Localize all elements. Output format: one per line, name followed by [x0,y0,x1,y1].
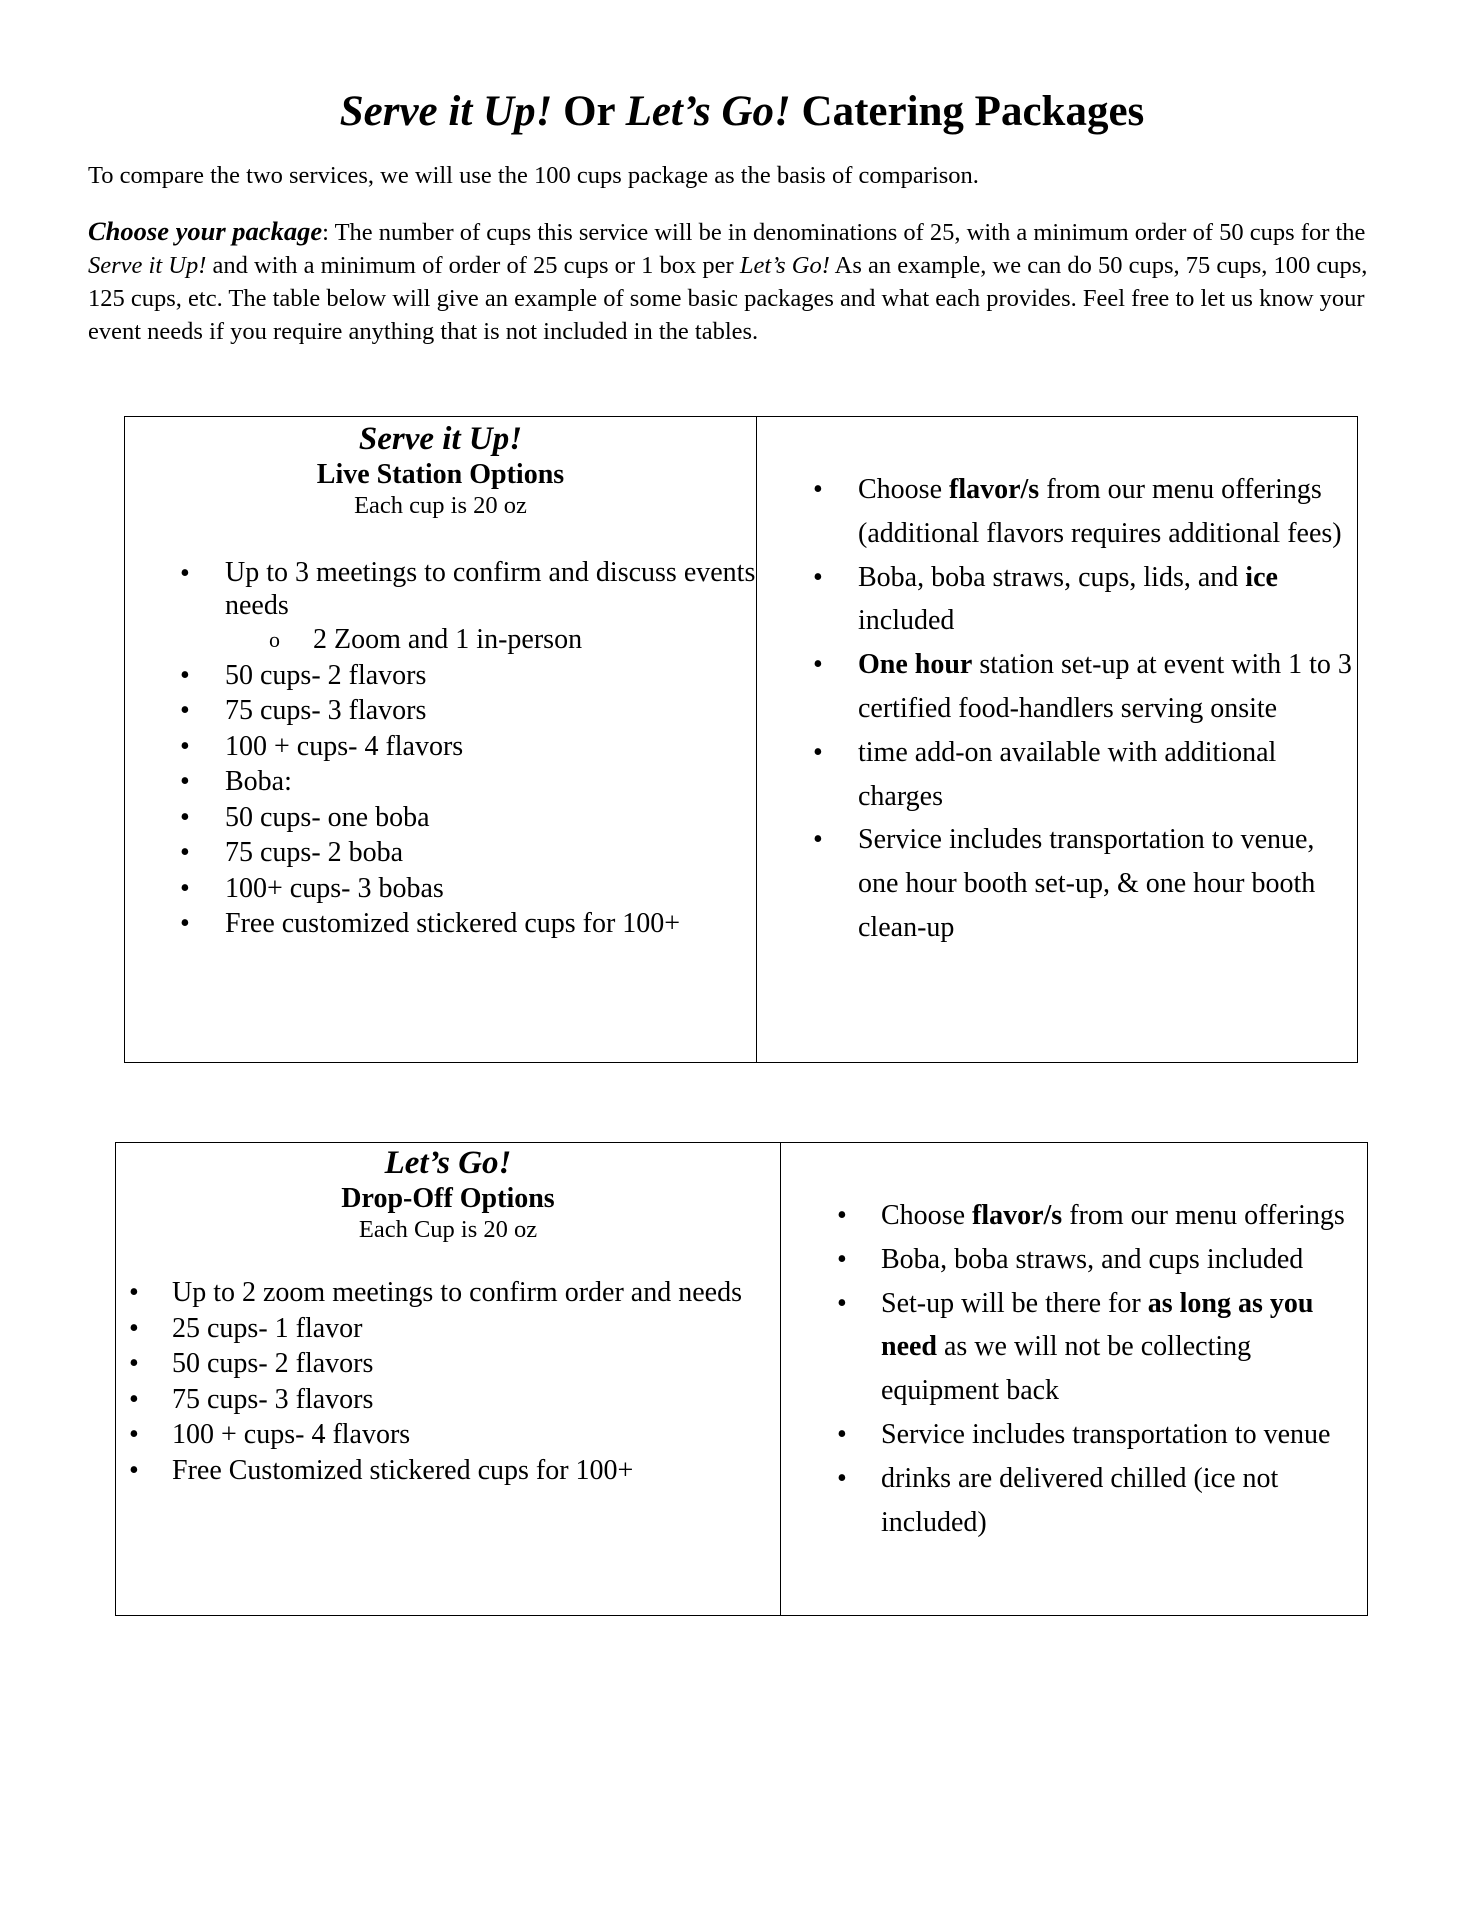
bullet-icon: • [837,1243,847,1275]
choose-text-a: The number of cups this service will be in denominations of 25, with a minimum order of 50 cups for the [334,219,1366,246]
choose-text-b: and with a minimum of order of 25 cups or 1 box per [206,252,740,279]
list-item: • 75 cups- 2 boba [125,835,756,871]
bullet-icon: • [129,1312,139,1344]
list-item: • 25 cups- 1 flavor [116,1311,780,1347]
serve-it-up-features-cell [757,417,1356,1062]
choose-package-lead: Choose your package [88,216,323,246]
bullet-icon: • [813,736,823,768]
choose-text-c: As an example, we can do 50 cups, 75 cups, 100 cups, 125 cups, etc. The table below will give an example of some basic packages and what each provides. Feel free to let us know your event needs if you require anything that is not included in the tables. [88,252,1368,345]
hollow-bullet-icon: o [269,627,280,652]
title-catering-packages: Catering Packages [790,88,1145,135]
bullet-icon: • [837,1462,847,1494]
bullet-icon: • [129,1454,139,1486]
list-item: • Set-up will be there for as long as you need as we will not be collecting equipment back [781,1282,1366,1413]
title-lets-go: Let’s Go! [625,88,791,135]
title-or: Or [552,88,626,135]
bullet-icon: • [180,908,190,939]
lets-go-features-cell [781,1143,1366,1615]
bullet-icon: • [837,1418,847,1450]
bullet-icon: • [180,659,190,691]
list-item: • Service includes transportation to venue, one hour booth set-up, & one hour booth clean-up [757,818,1356,949]
list-item: • 50 cups- one boba [125,800,756,836]
bullet-icon: • [129,1419,139,1451]
bullet-icon: • [837,1287,847,1319]
choose-service-serve-it-up: Serve it Up! [88,252,207,279]
bullet-icon: • [129,1383,139,1415]
bullet-icon: • [813,561,823,593]
lets-go-table [115,1142,1368,1616]
cup-size: Each Cup is 20 oz [358,1216,538,1243]
list-item: • Choose flavor/s from our menu offerings [781,1194,1366,1238]
list-item: • Boba, boba straws, cups, lids, and ice included [757,556,1356,644]
bullet-icon: • [180,695,190,726]
colon: : [322,219,335,246]
list-item: • Boba, boba straws, and cups included [781,1238,1366,1282]
bullet-icon: • [129,1348,139,1380]
bullet-icon: • [813,649,823,681]
list-item: • 75 cups- 3 flavors [116,1382,780,1418]
bullet-icon: • [813,824,823,856]
list-item: • Up to 2 zoom meetings to confirm order and needs [116,1275,780,1311]
bullet-icon: • [837,1200,847,1231]
bullet-icon: • [180,558,190,589]
bullet-icon: • [180,730,190,762]
bullet-icon: • [180,872,190,904]
list-item: • 100 + cups- 4 flavors [116,1417,780,1453]
lets-go-options-cell [116,1143,781,1615]
serve-it-up-options-list [125,556,756,942]
service-subtitle: Drop-Off Options [341,1183,555,1214]
list-item: • drinks are delivered chilled (ice not included) [781,1457,1366,1545]
list-item: • Boba: [125,764,756,800]
lets-go-options-list [116,1275,780,1489]
page-title [0,84,1484,140]
bullet-icon: • [129,1277,139,1308]
serve-it-up-options-cell [125,417,757,1062]
title-serve-it-up: Serve it Up! [339,88,553,135]
service-name: Serve it Up! [358,421,523,457]
list-item: • 100+ cups- 3 bobas [125,871,756,907]
list-item: • Service includes transportation to venue [781,1413,1366,1457]
service-subtitle: Live Station Options [316,459,565,490]
list-item: • 50 cups- 2 flavors [116,1346,780,1382]
choose-package-paragraph [88,215,1408,348]
list-item: • Choose flavor/s from our menu offerings (additional flavors requires additional fees) [757,468,1356,556]
serve-it-up-table [124,416,1358,1063]
choose-service-lets-go: Let’s Go! [739,252,830,279]
intro-paragraph: To compare the two services, we will use the 100 cups package as the basis of comparison. [88,162,979,189]
serve-it-up-features-list [757,468,1356,950]
list-item-sub: o 2 Zoom and 1 in-person [125,622,756,658]
bullet-icon: • [813,474,823,505]
lets-go-features-list [781,1194,1366,1544]
list-item: • Free Customized stickered cups for 100+ [116,1453,780,1489]
service-name: Let’s Go! [384,1145,512,1181]
bullet-icon: • [180,837,190,868]
list-item: • time add-on available with additional charges [757,731,1356,819]
list-item: • 50 cups- 2 flavors [125,658,756,694]
list-item: • One hour station set-up at event with 1 to 3 certified food-handlers serving onsite [757,643,1356,731]
lets-go-header [116,1143,780,1244]
list-item: • 75 cups- 3 flavors [125,693,756,729]
cup-size: Each cup is 20 oz [354,492,527,519]
list-item: • Free customized stickered cups for 100+ [125,906,756,942]
list-item: • Up to 3 meetings to confirm and discuss events needs [180,557,756,621]
list-item: • 100 + cups- 4 flavors [125,729,756,765]
serve-it-up-header [125,417,756,520]
bullet-icon: • [180,766,190,797]
bullet-icon: • [180,801,190,833]
